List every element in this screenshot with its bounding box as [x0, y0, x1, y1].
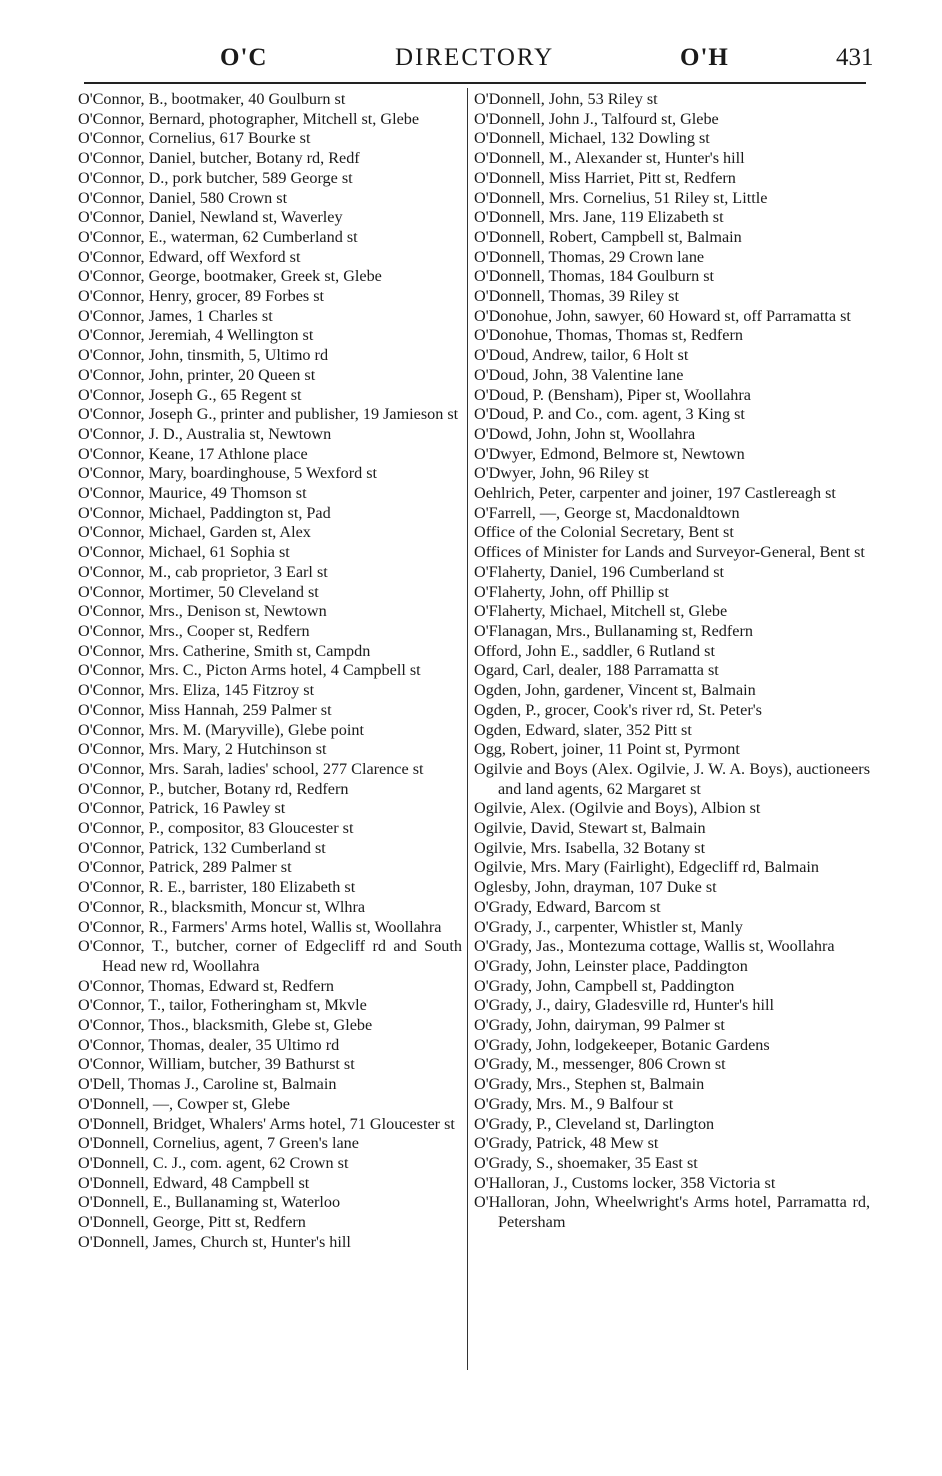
directory-entry: O'Donnell, Bridget, Whalers' Arms hotel, 71 Gloucester st: [78, 1114, 455, 1133]
directory-entry: O'Grady, J., dairy, Gladesville rd, Hunter's hill: [474, 996, 774, 1015]
directory-entry: Ogard, Carl, dealer, 188 Parramatta st: [474, 661, 719, 680]
directory-entry: O'Grady, Patrick, 48 Mew st: [474, 1134, 659, 1153]
directory-entry: O'Connor, M., cab proprietor, 3 Earl st: [78, 562, 328, 581]
directory-entry: O'Farrell, —, George st, Macdonaldtown: [474, 503, 740, 522]
directory-entry: O'Connor, T., butcher, corner of Edgecliff rd and South Head new rd, Woollahra: [78, 937, 462, 975]
header-right-range: O'H: [680, 44, 729, 71]
directory-entry: O'Connor, Patrick, 132 Cumberland st: [78, 838, 326, 857]
directory-entry: O'Flaherty, John, off Phillip st: [474, 582, 669, 601]
header-left-range: O'C: [220, 44, 268, 71]
directory-entry: O'Grady, S., shoemaker, 35 East st: [474, 1153, 698, 1172]
directory-entry: O'Connor, Daniel, 580 Crown st: [78, 188, 288, 207]
directory-entry: O'Donnell, Thomas, 29 Crown lane: [474, 247, 705, 266]
directory-entry: O'Flanagan, Mrs., Bullanaming st, Redfern: [474, 621, 753, 640]
directory-entry: O'Grady, John, Campbell st, Paddington: [474, 976, 735, 995]
directory-entry: O'Connor, Mrs. Catherine, Smith st, Campdn: [78, 641, 371, 660]
directory-entry: O'Connor, Mrs. M. (Maryville), Glebe point: [78, 720, 364, 739]
directory-entry: O'Connor, T., tailor, Fotheringham st, Mkvle: [78, 996, 367, 1015]
header-rule: [84, 82, 866, 84]
directory-entry: O'Connor, Mortimer, 50 Cleveland st: [78, 582, 319, 601]
directory-entry: O'Grady, P., Cleveland st, Darlington: [474, 1114, 715, 1133]
directory-entry: Ogilvie, Alex. (Ogilvie and Boys), Albion st: [474, 799, 761, 818]
directory-entry: Offices of Minister for Lands and Surveyor-General, Bent st: [474, 543, 865, 562]
directory-entry: O'Donnell, Edward, 48 Campbell st: [78, 1173, 310, 1192]
directory-entry: O'Doud, Andrew, tailor, 6 Holt st: [474, 346, 689, 365]
directory-entry: O'Connor, Maurice, 49 Thomson st: [78, 484, 307, 503]
directory-entry: O'Donohue, John, sawyer, 60 Howard st, off Parramatta st: [474, 306, 851, 325]
directory-entry: Ogilvie, David, Stewart st, Balmain: [474, 819, 706, 838]
directory-entry: Ogden, Edward, slater, 352 Pitt st: [474, 720, 692, 739]
directory-entry: O'Halloran, John, Wheelwright's Arms hotel, Parramatta rd, Petersham: [474, 1193, 870, 1232]
directory-entry: O'Doud, John, 38 Valentine lane: [474, 365, 684, 384]
directory-entry: Ogden, P., grocer, Cook's river rd, St. Peter's: [474, 700, 762, 719]
directory-entry: O'Dwyer, John, 96 Riley st: [474, 464, 649, 483]
directory-entry: O'Connor, R. E., barrister, 180 Elizabeth st: [78, 878, 356, 897]
directory-entry: O'Donnell, Miss Harriet, Pitt st, Redfern: [474, 168, 736, 187]
directory-entry: O'Grady, Mrs., Stephen st, Balmain: [474, 1075, 705, 1094]
directory-entry: O'Connor, Michael, 61 Sophia st: [78, 543, 290, 562]
directory-entry: O'Donnell, Cornelius, agent, 7 Green's lane: [78, 1134, 359, 1153]
directory-entry: O'Connor, Michael, Garden st, Alex: [78, 523, 311, 542]
directory-entry: O'Connor, Joseph G., 65 Regent st: [78, 385, 302, 404]
directory-entry: O'Donnell, Michael, 132 Dowling st: [474, 129, 710, 148]
directory-entry: O'Grady, M., messenger, 806 Crown st: [474, 1055, 726, 1074]
directory-entry: O'Connor, Mrs., Denison st, Newtown: [78, 602, 327, 621]
directory-entry: O'Connor, R., blacksmith, Moncur st, Wlhra: [78, 897, 366, 916]
directory-entry: O'Donnell, Mrs. Cornelius, 51 Riley st, Little: [474, 188, 768, 207]
directory-entry: Ogden, John, gardener, Vincent st, Balmain: [474, 681, 756, 700]
directory-entry: Oehlrich, Peter, carpenter and joiner, 197 Castlereagh st: [474, 484, 836, 503]
directory-entry: O'Connor, Daniel, butcher, Botany rd, Redf: [78, 149, 360, 168]
directory-entry: O'Donohue, Thomas, Thomas st, Redfern: [474, 326, 743, 345]
directory-entry: Ogilvie, Mrs. Mary (Fairlight), Edgecliff rd, Balmain: [474, 858, 819, 877]
directory-entry: O'Connor, J. D., Australia st, Newtown: [78, 424, 332, 443]
directory-entry: O'Connor, Mary, boardinghouse, 5 Wexford st: [78, 464, 378, 483]
directory-entry: Offord, John E., saddler, 6 Rutland st: [474, 641, 715, 660]
directory-entry: O'Doud, P. (Bensham), Piper st, Woollahra: [474, 385, 751, 404]
directory-entry: O'Connor, P., butcher, Botany rd, Redfern: [78, 779, 349, 798]
right-column: [474, 90, 870, 1233]
directory-entry: Office of the Colonial Secretary, Bent st: [474, 523, 734, 542]
directory-entry: O'Dowd, John, John st, Woollahra: [474, 424, 696, 443]
directory-entry: O'Connor, James, 1 Charles st: [78, 306, 273, 325]
directory-entry: O'Connor, R., Farmers' Arms hotel, Wallis st, Woollahra: [78, 917, 442, 936]
directory-entry: O'Connor, Patrick, 16 Pawley st: [78, 799, 286, 818]
directory-entry: O'Donnell, John J., Talfourd st, Glebe: [474, 109, 719, 128]
directory-entry: O'Donnell, E., Bullanaming st, Waterloo: [78, 1193, 341, 1212]
directory-entry: O'Connor, Mrs., Cooper st, Redfern: [78, 621, 310, 640]
directory-entry: O'Grady, Edward, Barcom st: [474, 897, 661, 916]
directory-entry: O'Connor, Joseph G., printer and publisher, 19 Jamieson st: [78, 405, 459, 424]
directory-entry: O'Connor, Cornelius, 617 Bourke st: [78, 129, 311, 148]
directory-entry: O'Donnell, Thomas, 184 Goulburn st: [474, 267, 715, 286]
directory-entry: O'Grady, John, dairyman, 99 Palmer st: [474, 1016, 725, 1035]
directory-entry: O'Connor, Mrs. C., Picton Arms hotel, 4 Campbell st: [78, 661, 421, 680]
directory-entry: O'Connor, Keane, 17 Athlone place: [78, 444, 308, 463]
directory-entry: O'Grady, Mrs. M., 9 Balfour st: [474, 1094, 674, 1113]
directory-entry: O'Flaherty, Daniel, 196 Cumberland st: [474, 562, 725, 581]
directory-entry: O'Grady, John, Leinster place, Paddington: [474, 956, 748, 975]
directory-entry: O'Connor, P., compositor, 83 Gloucester st: [78, 819, 354, 838]
directory-entry: O'Connor, Edward, off Wexford st: [78, 247, 301, 266]
directory-entry: O'Doud, P. and Co., com. agent, 3 King st: [474, 405, 745, 424]
directory-entry: O'Connor, B., bootmaker, 40 Goulburn st: [78, 90, 346, 108]
header-title: DIRECTORY: [395, 44, 555, 71]
directory-entry: O'Connor, Thomas, Edward st, Redfern: [78, 976, 334, 995]
directory-entry: O'Donnell, James, Church st, Hunter's hill: [78, 1232, 351, 1251]
directory-entry: O'Donnell, John, 53 Riley st: [474, 90, 658, 108]
directory-entry: O'Connor, E., waterman, 62 Cumberland st: [78, 227, 358, 246]
page-header: [0, 44, 942, 80]
directory-entry: O'Connor, Thos., blacksmith, Glebe st, Glebe: [78, 1016, 373, 1035]
directory-entry: O'Connor, John, printer, 20 Queen st: [78, 365, 316, 384]
directory-entry: O'Donnell, Mrs. Jane, 119 Elizabeth st: [474, 208, 724, 227]
directory-entry: O'Connor, Michael, Paddington st, Pad: [78, 503, 331, 522]
directory-entry: O'Donnell, C. J., com. agent, 62 Crown st: [78, 1153, 349, 1172]
directory-entry: O'Donnell, George, Pitt st, Redfern: [78, 1213, 306, 1232]
directory-entry: O'Connor, D., pork butcher, 589 George st: [78, 168, 353, 187]
directory-entry: Ogilvie, Mrs. Isabella, 32 Botany st: [474, 838, 706, 857]
directory-entry: O'Donnell, —, Cowper st, Glebe: [78, 1094, 290, 1113]
directory-entry: O'Connor, William, butcher, 39 Bathurst st: [78, 1055, 355, 1074]
directory-entry: Ogg, Robert, joiner, 11 Point st, Pyrmont: [474, 740, 740, 759]
directory-entry: O'Donnell, Thomas, 39 Riley st: [474, 287, 679, 306]
directory-entry: O'Connor, Jeremiah, 4 Wellington st: [78, 326, 314, 345]
left-column: [78, 90, 462, 1252]
directory-entry: Oglesby, John, drayman, 107 Duke st: [474, 878, 717, 897]
column-divider: [467, 88, 468, 1370]
directory-entry: O'Connor, Miss Hannah, 259 Palmer st: [78, 700, 332, 719]
directory-entry: O'Connor, Daniel, Newland st, Waverley: [78, 208, 343, 227]
directory-entry: O'Connor, Henry, grocer, 89 Forbes st: [78, 287, 325, 306]
directory-entry: O'Connor, George, bootmaker, Greek st, Glebe: [78, 267, 382, 286]
directory-entry: O'Grady, J., carpenter, Whistler st, Manly: [474, 917, 743, 936]
directory-entry: O'Dell, Thomas J., Caroline st, Balmain: [78, 1075, 337, 1094]
directory-entry: O'Grady, Jas., Montezuma cottage, Wallis st, Woollahra: [474, 937, 835, 956]
directory-entry: O'Connor, John, tinsmith, 5, Ultimo rd: [78, 346, 329, 365]
directory-entry: Ogilvie and Boys (Alex. Ogilvie, J. W. A. Boys), auctioneers and land agents, 62 Margaret st: [474, 759, 870, 798]
directory-entry: O'Halloran, J., Customs locker, 358 Victoria st: [474, 1173, 776, 1192]
directory-entry: O'Donnell, Robert, Campbell st, Balmain: [474, 227, 742, 246]
directory-entry: O'Connor, Mrs. Eliza, 145 Fitzroy st: [78, 681, 315, 700]
directory-entry: O'Flaherty, Michael, Mitchell st, Glebe: [474, 602, 728, 621]
directory-entry: O'Dwyer, Edmond, Belmore st, Newtown: [474, 444, 745, 463]
directory-entry: O'Grady, John, lodgekeeper, Botanic Gardens: [474, 1035, 770, 1054]
directory-entry: O'Donnell, M., Alexander st, Hunter's hill: [474, 149, 745, 168]
directory-entry: O'Connor, Mrs. Sarah, ladies' school, 277 Clarence st: [78, 759, 424, 778]
directory-entry: O'Connor, Mrs. Mary, 2 Hutchinson st: [78, 740, 327, 759]
page-number: 431: [836, 44, 874, 71]
directory-entry: O'Connor, Patrick, 289 Palmer st: [78, 858, 292, 877]
directory-entry: O'Connor, Bernard, photographer, Mitchell st, Glebe: [78, 109, 420, 128]
directory-entry: O'Connor, Thomas, dealer, 35 Ultimo rd: [78, 1035, 340, 1054]
